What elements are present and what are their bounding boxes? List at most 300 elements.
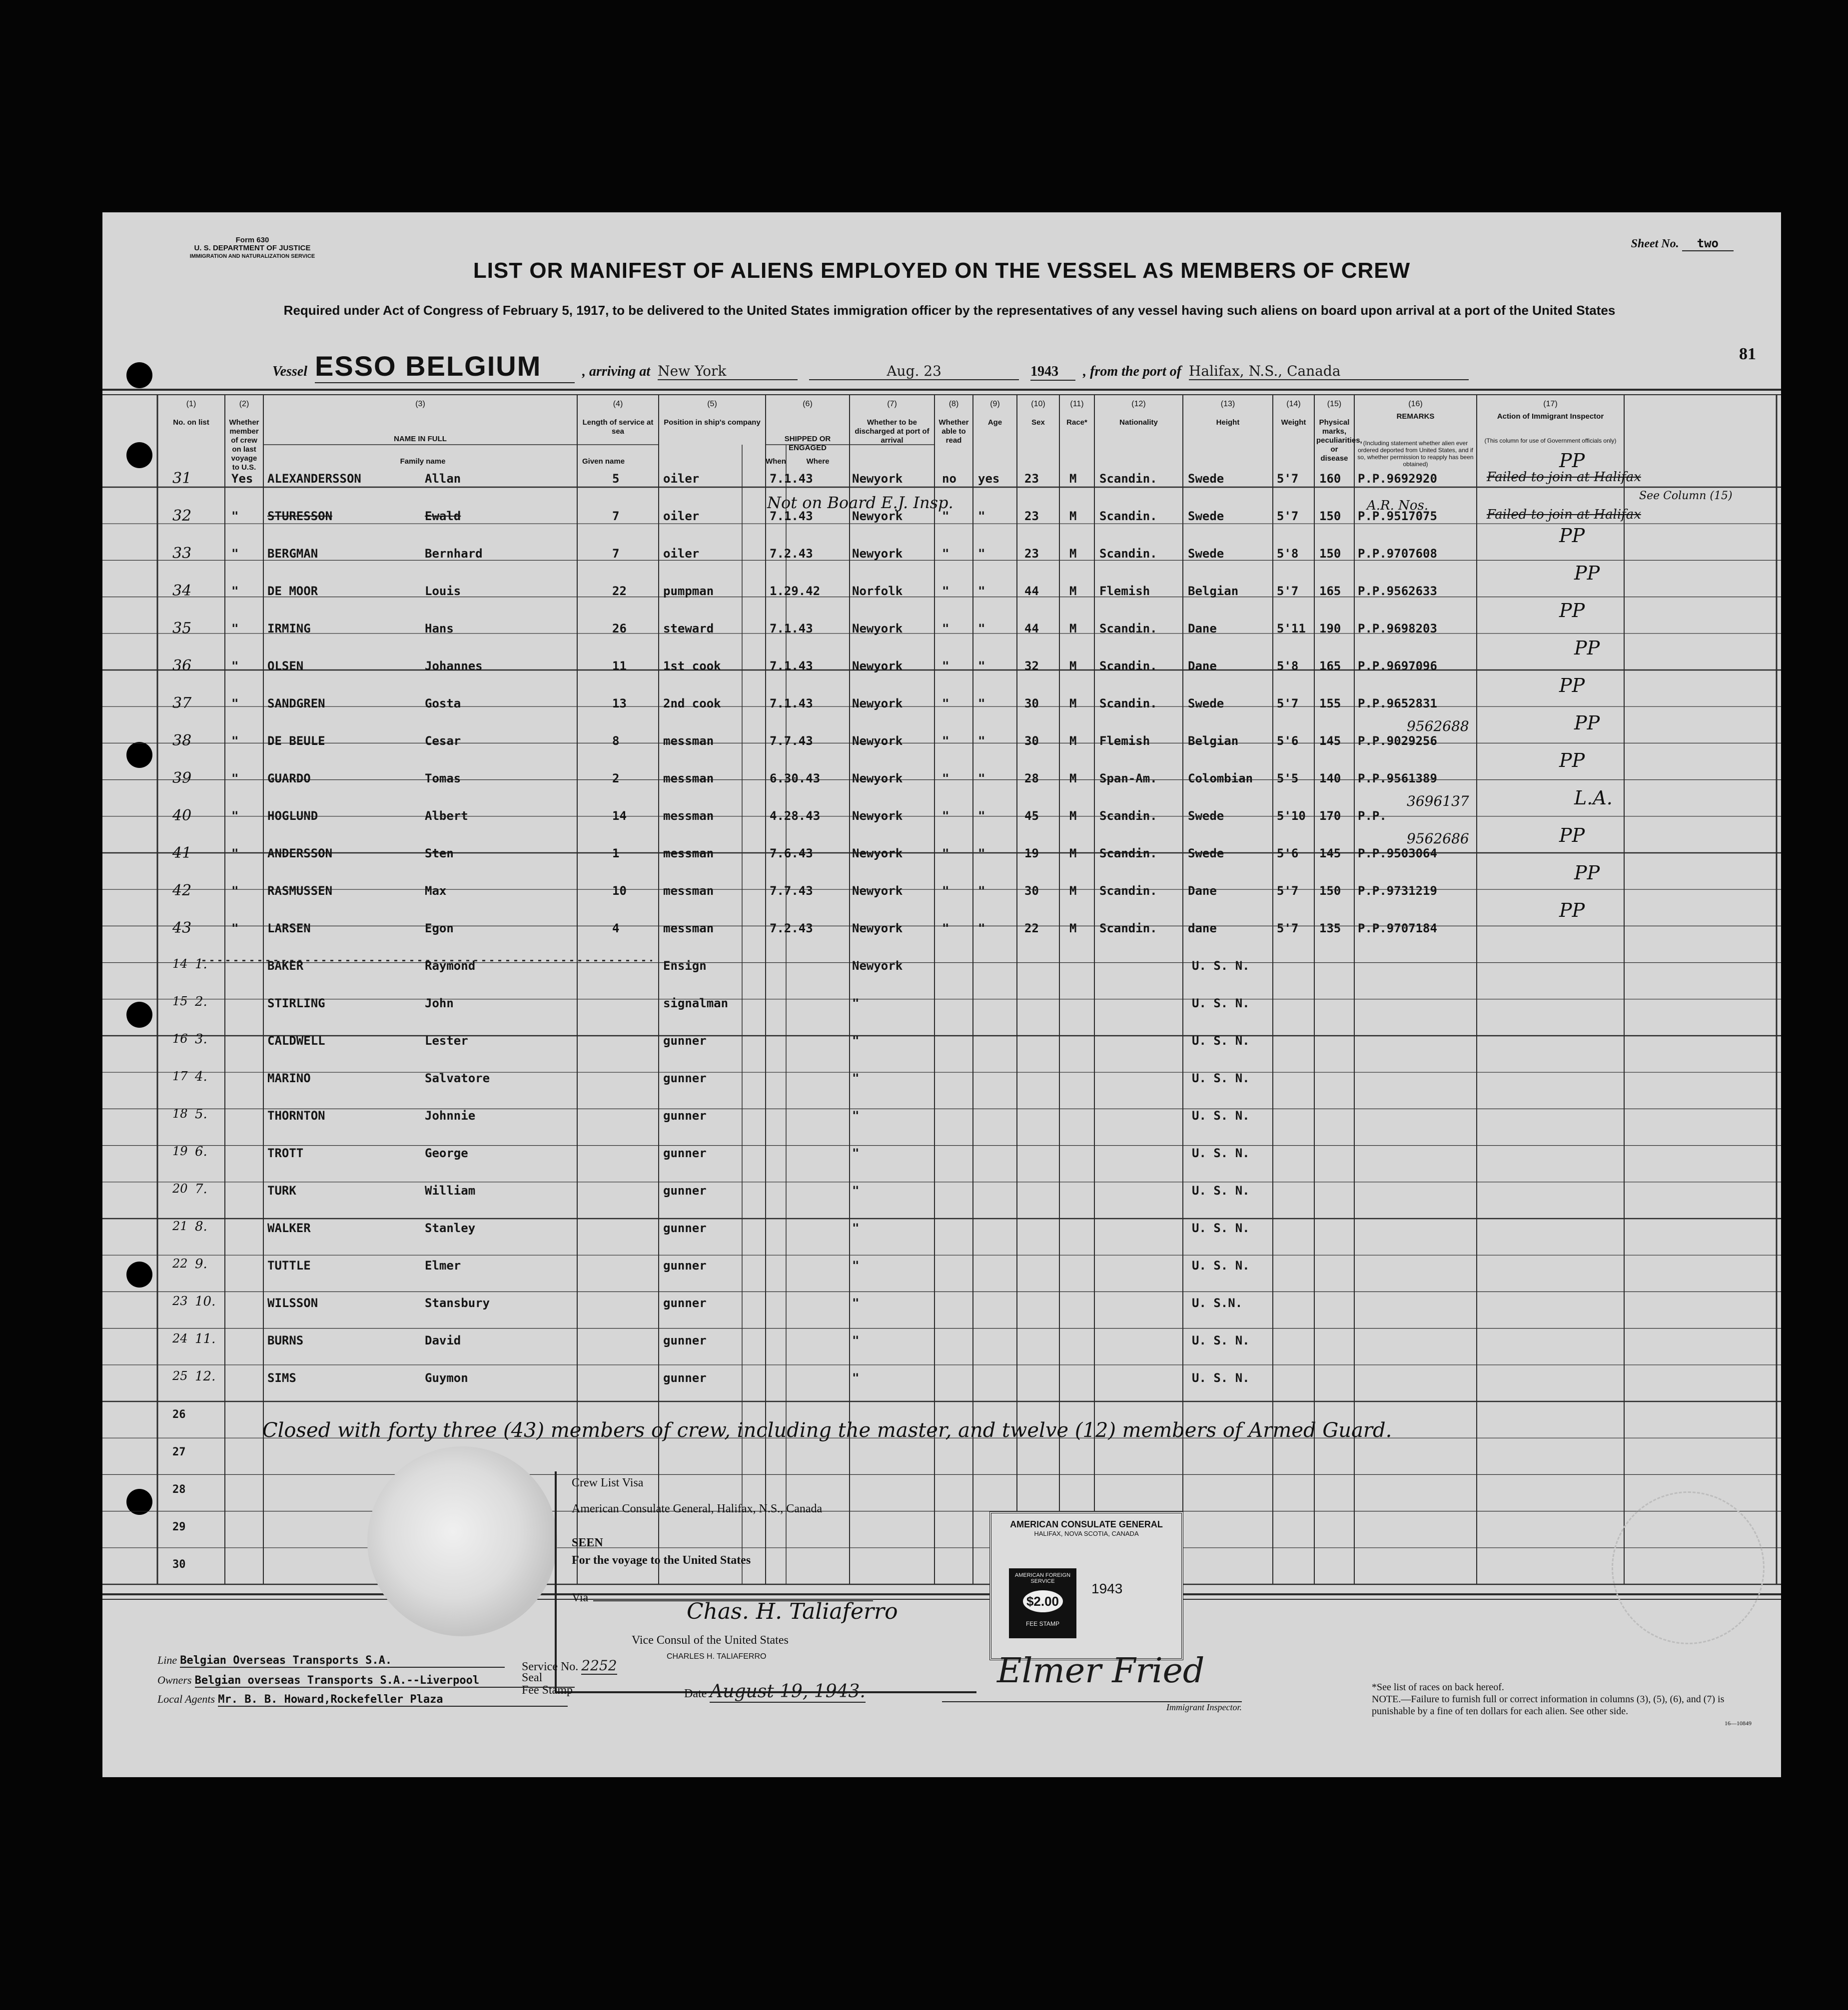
row-number: 33 [172,545,192,562]
column-header: Whether able to read [938,418,969,445]
shipped-where: " [852,1296,860,1310]
nationality: U. S. N. [1192,1334,1250,1347]
given-name: Gosta [425,696,461,710]
prev-voyage: " [231,584,239,598]
fee-stamp-icon [1009,1568,1076,1638]
family-name: ANDERSSON [267,846,333,860]
line-number: 15 [172,994,188,1008]
arriving-label: , arriving at [582,364,651,379]
inspector-label: Immigrant Inspector. [942,1701,1242,1713]
line-number: 21 [172,1219,188,1233]
service-length: 4 [612,921,620,935]
position: 1st cook [663,659,721,673]
family-name: STURESSON [267,509,333,523]
column-header: Whether to be discharged at port of arrival [855,418,929,445]
given-name: Johnnie [425,1109,476,1123]
nationality: Swede [1188,472,1224,486]
given-name: Egon [425,921,454,935]
consul-name: CHARLES H. TALIAFERRO [667,1652,767,1661]
passport-number: P.P.9562633 [1358,584,1437,598]
remark-mark: PP [1559,525,1585,547]
family-name: WALKER [267,1221,311,1235]
from-port: Halifax, N.S., Canada [1189,363,1469,380]
column-number: (12) [1131,400,1146,408]
shipped-when: 1.29.42 [770,584,821,598]
age: 30 [1024,696,1039,710]
position: messman [663,884,714,898]
passport-number: P.P.9517075 [1358,509,1437,523]
column-header: Whether member of crew on last voyage to U.S. [229,418,259,472]
height: 5'7 [1277,921,1299,935]
line-number: 23 [172,1294,188,1308]
family-name: SANDGREN [267,696,325,710]
given-name: Johannes [425,659,483,673]
prev-voyage: " [231,622,239,636]
able-to-read: " [978,809,985,823]
column-header: Action of Immigrant Inspector [1497,412,1604,421]
sex: M [1069,584,1077,598]
race: Scandin. [1099,472,1157,486]
guard-number: 6. [195,1144,207,1159]
nationality: Swede [1188,846,1224,860]
position: oiler [663,547,700,561]
prev-voyage: " [231,734,239,748]
shipped-when: 7.2.43 [770,547,813,561]
family-name: SIMS [267,1371,296,1385]
sex: M [1069,696,1077,710]
consul-signature: Chas. H. Taliaferro [687,1599,898,1624]
row-number: 38 [172,732,192,749]
line-number: 16 [172,1032,188,1046]
height: 5'10 [1277,809,1306,823]
nationality: Swede [1188,547,1224,561]
nationality: U. S. N. [1192,1146,1250,1160]
given-name: Ewald [425,509,461,523]
shipped-when: 7.1.43 [770,472,813,486]
given-name: Cesar [425,734,461,748]
visa-date: Date August 19, 1943. [684,1681,866,1702]
position: steward [663,622,714,636]
line-number: 20 [172,1182,188,1196]
visa-voyage: For the voyage to the United States [572,1554,751,1567]
shipped-where: Newyork [852,472,903,486]
service-length: 26 [612,622,627,636]
remark-mark: PP [1574,637,1600,659]
vessel-label: Vessel [272,364,307,379]
guard-number: 10. [195,1294,216,1309]
column-header: Weight [1281,418,1306,427]
column-number: (14) [1286,400,1301,408]
column-number: (15) [1327,400,1342,408]
nationality: Colombian [1188,771,1253,785]
line-number: 14 [172,957,188,971]
age: 23 [1024,472,1039,486]
given-name: John [425,996,454,1010]
position: gunner [663,1221,707,1235]
able-to-read: " [978,696,985,710]
row-number: 35 [172,620,192,637]
weight: 140 [1319,771,1341,785]
column-subheader: When [766,457,786,466]
nationality: U. S. N. [1192,1034,1250,1048]
given-name: Hans [425,622,454,636]
page-subtitle: Required under Act of Congress of February 5, 1917, to be delivered to the United States immigration officer by the representatives of any vessel having such aliens on board upon arrival at a port of the United States [283,303,1616,318]
family-name: LARSEN [267,921,311,935]
prev-voyage: " [231,884,239,898]
column-number: (6) [803,400,813,408]
shipped-where: Norfolk [852,584,903,598]
note-races: *See list of races on back hereof. [1372,1682,1504,1693]
race: Scandin. [1099,509,1157,523]
family-name: ALEXANDERSSON [267,472,361,486]
shipped-when: 7.1.43 [770,659,813,673]
given-name: George [425,1146,468,1160]
able-to-read: " [978,509,985,523]
passport-number: P.P.9503064 [1358,846,1437,860]
footer-line: Line Belgian Overseas Transports S.A. [157,1654,505,1668]
shipped-where: Newyork [852,846,903,860]
line-number: 22 [172,1257,188,1271]
nationality: U. S. N. [1192,1221,1250,1235]
sex: M [1069,734,1077,748]
age: 23 [1024,509,1039,523]
line-number: 24 [172,1332,188,1345]
col17-note: See Column (15) [1639,490,1733,502]
position: Ensign [663,959,707,973]
family-name: DE MOOR [267,584,318,598]
column-subheader: (Including statement whether alien ever ordered deported from United States, and if so, whether permission to reapply has been obtained) [1357,440,1474,468]
nationality: Belgian [1188,734,1239,748]
shipped-where: Newyork [852,771,903,785]
faint-seal [1612,1491,1765,1644]
service-length: 1 [612,846,620,860]
discharged: " [942,622,949,636]
weight: 155 [1319,696,1341,710]
able-to-read: " [978,921,985,935]
weight: 150 [1319,509,1341,523]
sex: M [1069,771,1077,785]
footer-owners: Owners Belgian overseas Transports S.A.--Liverpool [157,1674,575,1688]
position: gunner [663,1259,707,1273]
position: messman [663,921,714,935]
column-subheader: Where [806,457,830,466]
row-number: 32 [172,507,192,525]
line-number: 29 [172,1521,186,1533]
weight: 160 [1319,472,1341,486]
service-length: 13 [612,696,627,710]
column-subheader: (This column for use of Government officials only) [1484,437,1617,444]
nationality: Dane [1188,659,1217,673]
visa-title: Crew List Visa [572,1476,644,1489]
weight: 190 [1319,622,1341,636]
age: 28 [1024,771,1039,785]
race: Span-Am. [1099,771,1157,785]
weight: 170 [1319,809,1341,823]
remark-mark: PP [1559,674,1585,696]
weight: 145 [1319,734,1341,748]
column-number: (2) [239,400,249,408]
age: 45 [1024,809,1039,823]
guard-number: 11. [195,1332,216,1346]
given-name: Guymon [425,1371,468,1385]
sex: M [1069,509,1077,523]
shipped-when: 7.2.43 [770,921,813,935]
sex: M [1069,846,1077,860]
position: gunner [663,1296,707,1310]
age: 22 [1024,921,1039,935]
stamp-line2: HALIFAX, NOVA SCOTIA, CANADA [1034,1530,1139,1537]
closing-note: Closed with forty three (43) members of crew, including the master, and twelve (12) members of Armed Guard. [262,1419,1392,1442]
passport-number: P.P.9029256 [1358,734,1437,748]
page-title: LIST OR MANIFEST OF ALIENS EMPLOYED ON THE VESSEL AS MEMBERS OF CREW [473,258,1411,283]
line-number: 28 [172,1483,186,1496]
shipped-when: 7.6.43 [770,846,813,860]
discharged: " [942,846,949,860]
guard-number: 3. [195,1032,207,1047]
nationality: Dane [1188,622,1217,636]
position: gunner [663,1334,707,1347]
from-label: , from the port of [1083,364,1181,379]
guard-number: 2. [195,994,207,1009]
discharged: " [942,547,949,561]
line-number: 18 [172,1107,188,1121]
family-name: BURNS [267,1334,304,1347]
age: 44 [1024,622,1039,636]
given-name: Sten [425,846,454,860]
discharged: no [942,472,956,486]
service: IMMIGRATION AND NATURALIZATION SERVICE [189,253,315,259]
given-name: David [425,1334,461,1347]
nationality: U. S.N. [1192,1296,1243,1310]
given-name: Stansbury [425,1296,490,1310]
column-number: (8) [948,400,959,408]
print-code: 16—10849 [1725,1720,1752,1727]
discharged: " [942,809,949,823]
service-length: 14 [612,809,627,823]
guard-number: 12. [195,1369,216,1384]
passport-correction: 3696137 [1407,793,1469,809]
column-header: No. on list [173,418,209,427]
remark-note: Failed to join at Halifax [1487,470,1641,485]
shipped-when: 4.28.43 [770,809,821,823]
family-name: OLSEN [267,659,304,673]
height: 5'8 [1277,547,1299,561]
guard-number: 1. [195,957,207,972]
sex: M [1069,884,1077,898]
column-header: Height [1216,418,1240,427]
line-number: 27 [172,1446,186,1458]
able-to-read: " [978,659,985,673]
able-to-read: " [978,734,985,748]
age: 44 [1024,584,1039,598]
race: Scandin. [1099,696,1157,710]
race: Flemish [1099,734,1150,748]
passport-number: P.P.9692920 [1358,472,1437,486]
remark-mark: PP [1574,862,1600,884]
passport-correction: 9562686 [1407,830,1469,847]
note-penalty: NOTE.—Failure to furnish full or correct information in columns (3), (5), (6), and (7) is punishable by a fine of ten dollars for each alien. See other side. [1372,1694,1725,1717]
column-subheader: Given name [582,457,625,466]
service-length: 10 [612,884,627,898]
column-number: (13) [1220,400,1235,408]
shipped-where: Newyork [852,884,903,898]
sheet-label: Sheet No. [1631,237,1679,250]
weight: 135 [1319,921,1341,935]
sex: M [1069,921,1077,935]
shipped-when: 7.1.43 [770,622,813,636]
service-length: 8 [612,734,620,748]
weight: 150 [1319,884,1341,898]
position: 2nd cook [663,696,721,710]
nationality: U. S. N. [1192,959,1250,973]
shipped-where: " [852,1184,860,1198]
discharged: " [942,584,949,598]
discharged: " [942,509,949,523]
shipped-where: Newyork [852,659,903,673]
row-number: 42 [172,882,192,899]
prev-voyage: " [231,547,239,561]
remark-mark: PP [1559,749,1585,771]
prev-voyage: " [231,846,239,860]
shipped-where: Newyork [852,809,903,823]
prev-voyage: " [231,809,239,823]
shipped-where: " [852,1259,860,1273]
able-to-read: " [978,846,985,860]
sex: M [1069,622,1077,636]
remark-mark: L.A. [1574,787,1613,809]
given-name: Max [425,884,447,898]
race: Scandin. [1099,884,1157,898]
nationality: U. S. N. [1192,1109,1250,1123]
manifest-sheet [102,212,1781,1777]
column-number: (1) [186,400,196,408]
discharged: " [942,734,949,748]
nationality: U. S. N. [1192,996,1250,1010]
nationality: U. S. N. [1192,1371,1250,1385]
given-name: Albert [425,809,468,823]
shipped-where: Newyork [852,959,903,973]
height: 5'11 [1277,622,1306,636]
shipped-where: " [852,1146,860,1160]
row-number: 36 [172,657,192,674]
prev-voyage: " [231,696,239,710]
shipped-where: Newyork [852,547,903,561]
crew-list-visa [522,1471,976,1702]
column-number: (10) [1031,400,1045,408]
position: messman [663,734,714,748]
discharged: " [942,659,949,673]
column-header: Sex [1031,418,1045,427]
shipped-where: " [852,1371,860,1385]
position: gunner [663,1146,707,1160]
height: 5'7 [1277,884,1299,898]
guard-number: 9. [195,1257,207,1272]
shipped-when: 7.7.43 [770,884,813,898]
family-name: MARINO [267,1071,311,1085]
line-number: 25 [172,1369,188,1383]
height: 5'6 [1277,734,1299,748]
passport-number: P.P. [1358,809,1387,823]
passport-correction: 9562688 [1407,718,1469,734]
column-number: (16) [1408,400,1423,408]
position: pumpman [663,584,714,598]
sex: M [1069,547,1077,561]
shipped-where: Newyork [852,509,903,523]
family-name: STIRLING [267,996,325,1010]
family-name: THORNTON [267,1109,325,1123]
service-length: 22 [612,584,627,598]
inspector-signature: Elmer Fried [997,1651,1205,1691]
column-number: (3) [415,400,425,408]
family-name: TURK [267,1184,296,1198]
footer-agents: Local Agents Mr. B. B. Howard,Rockefeller Plaza [157,1693,568,1707]
nationality: Dane [1188,884,1217,898]
service-length: 5 [612,472,620,486]
race: Scandin. [1099,809,1157,823]
column-subheader: Family name [400,457,446,466]
position: signalman [663,996,729,1010]
service-length: 11 [612,659,627,673]
consulate-fee-stamp [989,1511,1183,1660]
column-number: (5) [707,400,717,408]
line-number: 17 [172,1069,188,1083]
remark-mark: PP [1559,899,1585,921]
shipped-where: Newyork [852,696,903,710]
race: Scandin. [1099,921,1157,935]
column-header: Nationality [1119,418,1158,427]
column-header: Length of service at sea [582,418,654,436]
able-to-read: " [978,584,985,598]
shipped-when: 7.7.43 [770,734,813,748]
position: messman [663,846,714,860]
position: gunner [663,1184,707,1198]
position: gunner [663,1071,707,1085]
line-number: 30 [172,1558,186,1571]
given-name: Tomas [425,771,461,785]
weight: 165 [1319,659,1341,673]
passport-number: P.P.9707608 [1358,547,1437,561]
service-length: 7 [612,509,620,523]
passport-number: P.P.9652831 [1358,696,1437,710]
visa-via-label: Via [572,1591,589,1604]
shipped-where: " [852,1334,860,1347]
given-name: Elmer [425,1259,461,1273]
service-length: 7 [612,547,620,561]
passport-number: P.P.9707184 [1358,921,1437,935]
arriving-port: New York [658,363,798,380]
guard-number: 5. [195,1107,207,1122]
height: 5'7 [1277,509,1299,523]
given-name: Lester [425,1034,468,1048]
position: oiler [663,509,700,523]
shipped-when: 6.30.43 [770,771,821,785]
arrival-year: 1943 [1030,364,1075,381]
sheet-value: two [1682,236,1734,251]
guard-number: 4. [195,1069,207,1084]
height: 5'6 [1277,846,1299,860]
prev-voyage: " [231,509,239,523]
consul-title: Vice Consul of the United States [632,1634,789,1647]
sex: M [1069,809,1077,823]
column-header: REMARKS [1396,412,1435,421]
nationality: U. S. N. [1192,1071,1250,1085]
service-length: 2 [612,771,620,785]
nationality: U. S. N. [1192,1259,1250,1273]
family-name: TUTTLE [267,1259,311,1273]
row-number: 34 [172,582,192,600]
age: 30 [1024,734,1039,748]
column-header: Race* [1066,418,1087,427]
